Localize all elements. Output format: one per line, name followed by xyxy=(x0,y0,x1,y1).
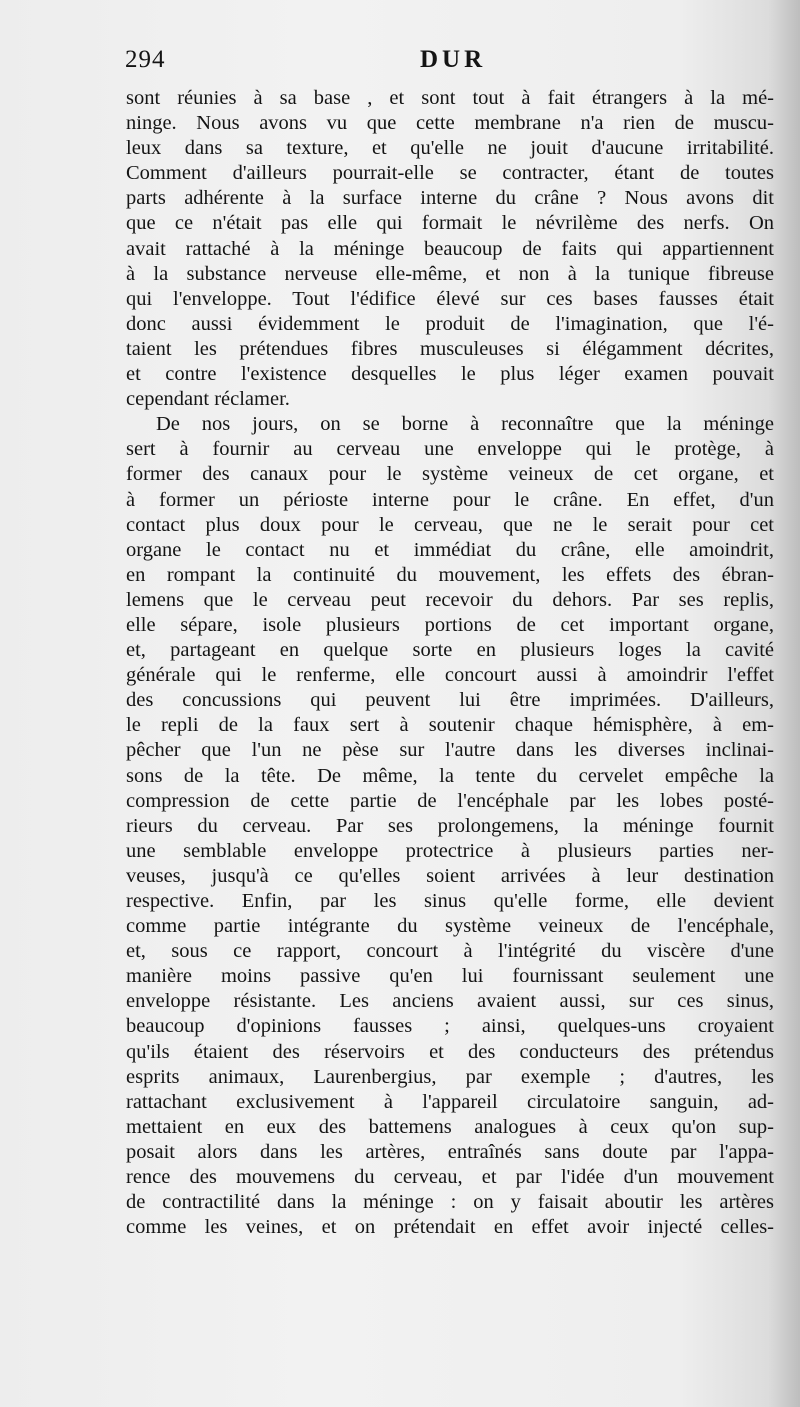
text-line: sons de la tête. De même, la tente du cervelet empêche la xyxy=(126,764,774,787)
text-line: posait alors dans les artères, entraînés sans doute par l'appa- xyxy=(126,1140,774,1163)
text-line: comme les veines, et on prétendait en effet avoir injecté celles- xyxy=(126,1216,774,1239)
text-line: taient les prétendues fibres musculeuses si élégamment décrites, xyxy=(126,337,774,360)
text-line: compression de cette partie de l'encéphale par les lobes posté- xyxy=(126,789,774,812)
text-line: qui l'enveloppe. Tout l'édifice élevé sur ces bases fausses était xyxy=(126,287,774,310)
text-line: générale qui le renferme, elle concourt aussi à amoindrir l'effet xyxy=(126,664,774,687)
text-line: de contractilité dans la méninge : on y faisait aboutir les artères xyxy=(126,1191,774,1214)
text-line: beaucoup d'opinions fausses ; ainsi, quelques-uns croyaient xyxy=(126,1015,774,1038)
text-line: respective. Enfin, par les sinus qu'elle forme, elle devient xyxy=(126,890,774,912)
text-line: organe le contact nu et immédiat du crâne, elle amoindrit, xyxy=(126,538,774,561)
running-title: DUR xyxy=(420,46,487,73)
text-line: manière moins passive qu'en lui fournissant seulement une xyxy=(126,965,774,988)
paragraph-start-line: De nos jours, on se borne à reconnaître que la méninge xyxy=(156,413,774,436)
text-line: pêcher que l'un ne pèse sur l'autre dans les diverses inclinai- xyxy=(126,739,774,762)
text-line: lemens que le cerveau peut recevoir du dehors. Par ses replis, xyxy=(126,588,774,611)
text-line: et, partageant en quelque sorte en plusieurs loges la cavité xyxy=(126,639,774,662)
text-line: sert à fournir au cerveau une enveloppe qui le protège, à xyxy=(126,438,774,461)
text-line: à la substance nerveuse elle-même, et non à la tunique fibreuse xyxy=(126,262,774,285)
text-line: Comment d'ailleurs pourrait-elle se contracter, étant de toutes xyxy=(126,162,774,185)
text-line: le repli de la faux sert à soutenir chaque hémisphère, à em- xyxy=(126,714,774,737)
text-line: que ce n'était pas elle qui formait le névrilème des nerfs. On xyxy=(126,212,774,235)
page-header xyxy=(125,46,775,86)
page-number: 294 xyxy=(125,46,166,73)
text-line: et contre l'existence desquelles le plus léger examen pouvait xyxy=(126,363,774,386)
text-line: enveloppe résistante. Les anciens avaient aussi, sur ces sinus, xyxy=(126,990,774,1013)
text-line: parts adhérente à la surface interne du crâne ? Nous avons dit xyxy=(126,187,774,210)
text-line: en rompant la continuité du mouvement, les effets des ébran- xyxy=(126,563,774,586)
text-line: rattachant exclusivement à l'appareil circulatoire sanguin, ad- xyxy=(126,1090,774,1113)
text-line: elle sépare, isole plusieurs portions de cet important organe, xyxy=(126,613,774,636)
text-line: rence des mouvemens du cerveau, et par l'idée d'un mouvement xyxy=(126,1166,774,1189)
text-line: leux dans sa texture, et qu'elle ne jouit d'aucune irritabilité. xyxy=(126,137,774,160)
text-line: avait rattaché à la méninge beaucoup de faits qui appartiennent xyxy=(126,237,774,260)
text-line: comme partie intégrante du système veineux de l'encéphale, xyxy=(126,915,774,938)
text-line: ninge. Nous avons vu que cette membrane n'a rien de muscu- xyxy=(126,112,774,135)
text-line: donc aussi évidemment le produit de l'imagination, que l'é- xyxy=(126,312,774,335)
text-line: des concussions qui peuvent lui être imprimées. D'ailleurs, xyxy=(126,689,774,712)
text-line: esprits animaux, Laurenbergius, par exemple ; d'autres, les xyxy=(126,1065,774,1088)
text-line: rieurs du cerveau. Par ses prolongemens, la méninge fournit xyxy=(126,814,774,837)
text-line: et, sous ce rapport, concourt à l'intégrité du viscère d'une xyxy=(126,940,774,963)
text-line: à former un périoste interne pour le crâne. En effet, d'un xyxy=(126,488,774,511)
text-line: contact plus doux pour le cerveau, que ne le serait pour cet xyxy=(126,513,774,536)
text-line: une semblable enveloppe protectrice à plusieurs parties ner- xyxy=(126,839,774,862)
text-line: former des canaux pour le système veineux de cet organe, et xyxy=(126,463,774,486)
paragraph-end-line: cependant réclamer. xyxy=(126,388,290,411)
text-line: qu'ils étaient des réservoirs et des conducteurs des prétendus xyxy=(126,1040,774,1063)
text-line: veuses, jusqu'à ce qu'elles soient arrivées à leur destination xyxy=(126,864,774,887)
body-text xyxy=(126,86,774,1240)
text-line: mettaient en eux des battemens analogues à ceux qu'on sup- xyxy=(126,1115,774,1138)
text-line: sont réunies à sa base , et sont tout à fait étrangers à la mé- xyxy=(126,87,774,109)
